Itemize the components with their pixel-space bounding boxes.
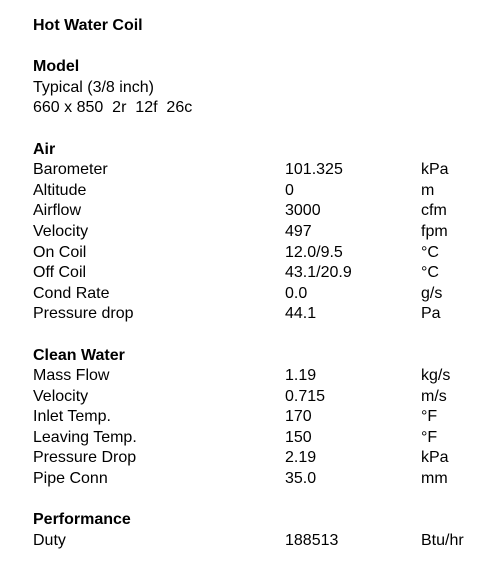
water-row: [33, 428, 483, 449]
row-unit: cfm: [421, 202, 447, 220]
row-unit: °F: [421, 408, 438, 426]
model-line: Typical (3/8 inch): [33, 78, 154, 96]
row-value: 101.325: [285, 161, 343, 179]
row-value: 44.1: [285, 305, 317, 323]
spacer: [33, 119, 483, 140]
row-label: Leaving Temp.: [33, 428, 137, 446]
row-unit: °C: [421, 264, 439, 282]
row-unit: Pa: [421, 305, 441, 323]
row-value: 0: [285, 181, 294, 199]
row-label: Inlet Temp.: [33, 408, 111, 426]
air-row: [33, 181, 483, 202]
row-value: 3000: [285, 202, 321, 220]
row-value: 0.715: [285, 387, 326, 405]
spacer: [33, 325, 483, 346]
spacer: [33, 490, 483, 511]
air-row: [33, 284, 483, 305]
row-label: Off Coil: [33, 264, 87, 282]
row-value: 150: [285, 428, 312, 446]
row-value: 188513: [285, 531, 339, 549]
performance-heading: Performance: [33, 511, 131, 529]
row-unit: fpm: [421, 222, 448, 240]
model-section: [33, 57, 483, 119]
row-value: 43.1/20.9: [285, 264, 352, 282]
row-unit: kg/s: [421, 367, 451, 385]
air-row: [33, 160, 483, 181]
row-unit: mm: [421, 470, 448, 488]
row-unit: Btu/hr: [421, 531, 464, 549]
row-label: Velocity: [33, 222, 89, 240]
water-row: [33, 448, 483, 469]
water-row: [33, 469, 483, 490]
water-section: [33, 346, 483, 490]
row-value: 497: [285, 222, 312, 240]
air-row: [33, 222, 483, 243]
row-label: Altitude: [33, 181, 87, 199]
water-heading: Clean Water: [33, 346, 125, 364]
water-row: [33, 407, 483, 428]
row-value: 0.0: [285, 284, 308, 302]
row-value: 12.0/9.5: [285, 243, 343, 261]
row-label: Mass Flow: [33, 367, 110, 385]
air-heading: Air: [33, 140, 56, 158]
report-title: Hot Water Coil: [33, 17, 143, 34]
spacer: [33, 37, 483, 58]
air-row: [33, 263, 483, 284]
row-value: 2.19: [285, 449, 317, 467]
water-row: [33, 387, 483, 408]
coil-report: [33, 16, 483, 551]
model-line: 660 x 850 2r 12f 26c: [33, 99, 193, 117]
row-value: 170: [285, 408, 312, 426]
row-label: On Coil: [33, 243, 87, 261]
performance-row: [33, 531, 483, 552]
air-row: [33, 243, 483, 264]
row-label: Barometer: [33, 161, 108, 179]
row-unit: kPa: [421, 449, 449, 467]
row-unit: °C: [421, 243, 439, 261]
row-unit: m/s: [421, 387, 447, 405]
model-heading: Model: [33, 58, 80, 76]
row-label: Pipe Conn: [33, 470, 108, 488]
row-unit: °F: [421, 428, 438, 446]
row-label: Pressure drop: [33, 305, 134, 323]
air-row: [33, 201, 483, 222]
row-unit: kPa: [421, 161, 449, 179]
water-row: [33, 366, 483, 387]
row-unit: m: [421, 181, 435, 199]
row-unit: g/s: [421, 284, 443, 302]
row-label: Cond Rate: [33, 284, 110, 302]
air-row: [33, 304, 483, 325]
row-value: 35.0: [285, 470, 317, 488]
row-label: Duty: [33, 531, 66, 549]
performance-section: [33, 510, 483, 551]
row-label: Airflow: [33, 202, 82, 220]
row-label: Pressure Drop: [33, 449, 137, 467]
row-value: 1.19: [285, 367, 317, 385]
air-section: [33, 140, 483, 325]
row-label: Velocity: [33, 387, 89, 405]
